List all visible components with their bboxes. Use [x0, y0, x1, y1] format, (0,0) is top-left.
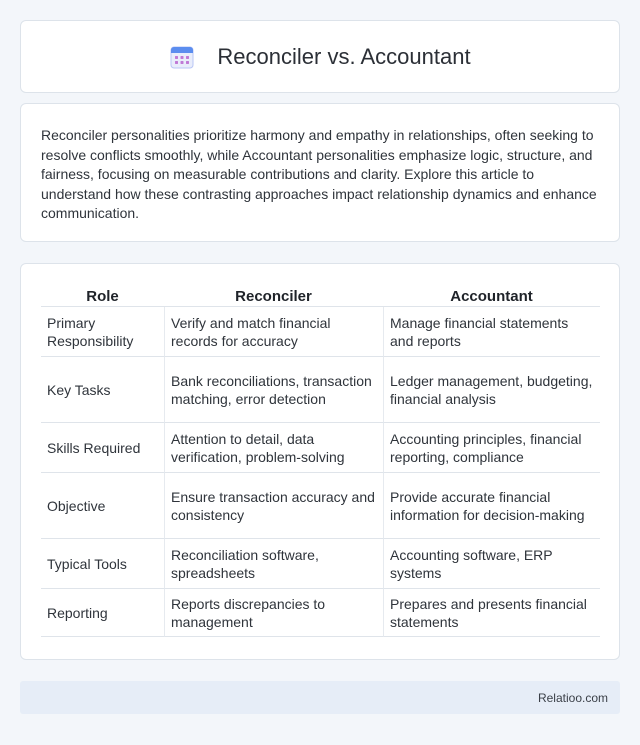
reconciler-cell: Ensure transaction accuracy and consistency — [164, 473, 383, 539]
row-label: Reporting — [41, 589, 164, 637]
intro-card — [20, 103, 620, 242]
row-label: Skills Required — [41, 423, 164, 473]
table-row — [41, 539, 600, 589]
accountant-cell: Accounting principles, financial reporting, compliance — [383, 423, 600, 473]
accountant-cell: Ledger management, budgeting, financial analysis — [383, 357, 600, 423]
footer-brand[interactable]: Relatioo.com — [537, 690, 608, 705]
row-label: Key Tasks — [41, 357, 164, 423]
header-accountant: Accountant — [383, 286, 600, 307]
reconciler-cell: Reports discrepancies to management — [164, 589, 383, 637]
table-row — [41, 589, 600, 637]
row-label: Primary Responsibility — [41, 307, 164, 357]
table-header-row — [41, 286, 600, 307]
accountant-cell: Accounting software, ERP systems — [383, 539, 600, 589]
row-label: Typical Tools — [41, 539, 164, 589]
reconciler-cell: Reconciliation software, spreadsheets — [164, 539, 383, 589]
accountant-cell: Manage financial statements and reports — [383, 307, 600, 357]
title-card — [20, 20, 620, 93]
footer — [20, 681, 620, 714]
page-title: Reconciler vs. Accountant — [217, 43, 471, 69]
row-label: Objective — [41, 473, 164, 539]
accountant-cell: Prepares and presents financial statements — [383, 589, 600, 637]
reconciler-cell: Attention to detail, data verification, problem-solving — [164, 423, 383, 473]
table-row — [41, 307, 600, 357]
comparison-table — [41, 286, 600, 637]
intro-paragraph: Reconciler personalities prioritize harmony and empathy in relationships, often seeking to resolve conflicts smoothly, while Accountant personalities emphasize logic, structure, and fairness, focusing on measurable contributions and clarity. Explore this article to understand how these contrasting approaches impact relationship dynamics and enhance communication. — [41, 127, 597, 222]
table-row — [41, 357, 600, 423]
calendar-icon — [169, 44, 195, 70]
reconciler-cell: Bank reconciliations, transaction matching, error detection — [164, 357, 383, 423]
header-reconciler: Reconciler — [164, 286, 383, 307]
table-row — [41, 423, 600, 473]
table-row — [41, 473, 600, 539]
comparison-table-card — [20, 263, 620, 660]
accountant-cell: Provide accurate financial information for decision-making — [383, 473, 600, 539]
reconciler-cell: Verify and match financial records for accuracy — [164, 307, 383, 357]
header-role: Role — [41, 286, 164, 307]
